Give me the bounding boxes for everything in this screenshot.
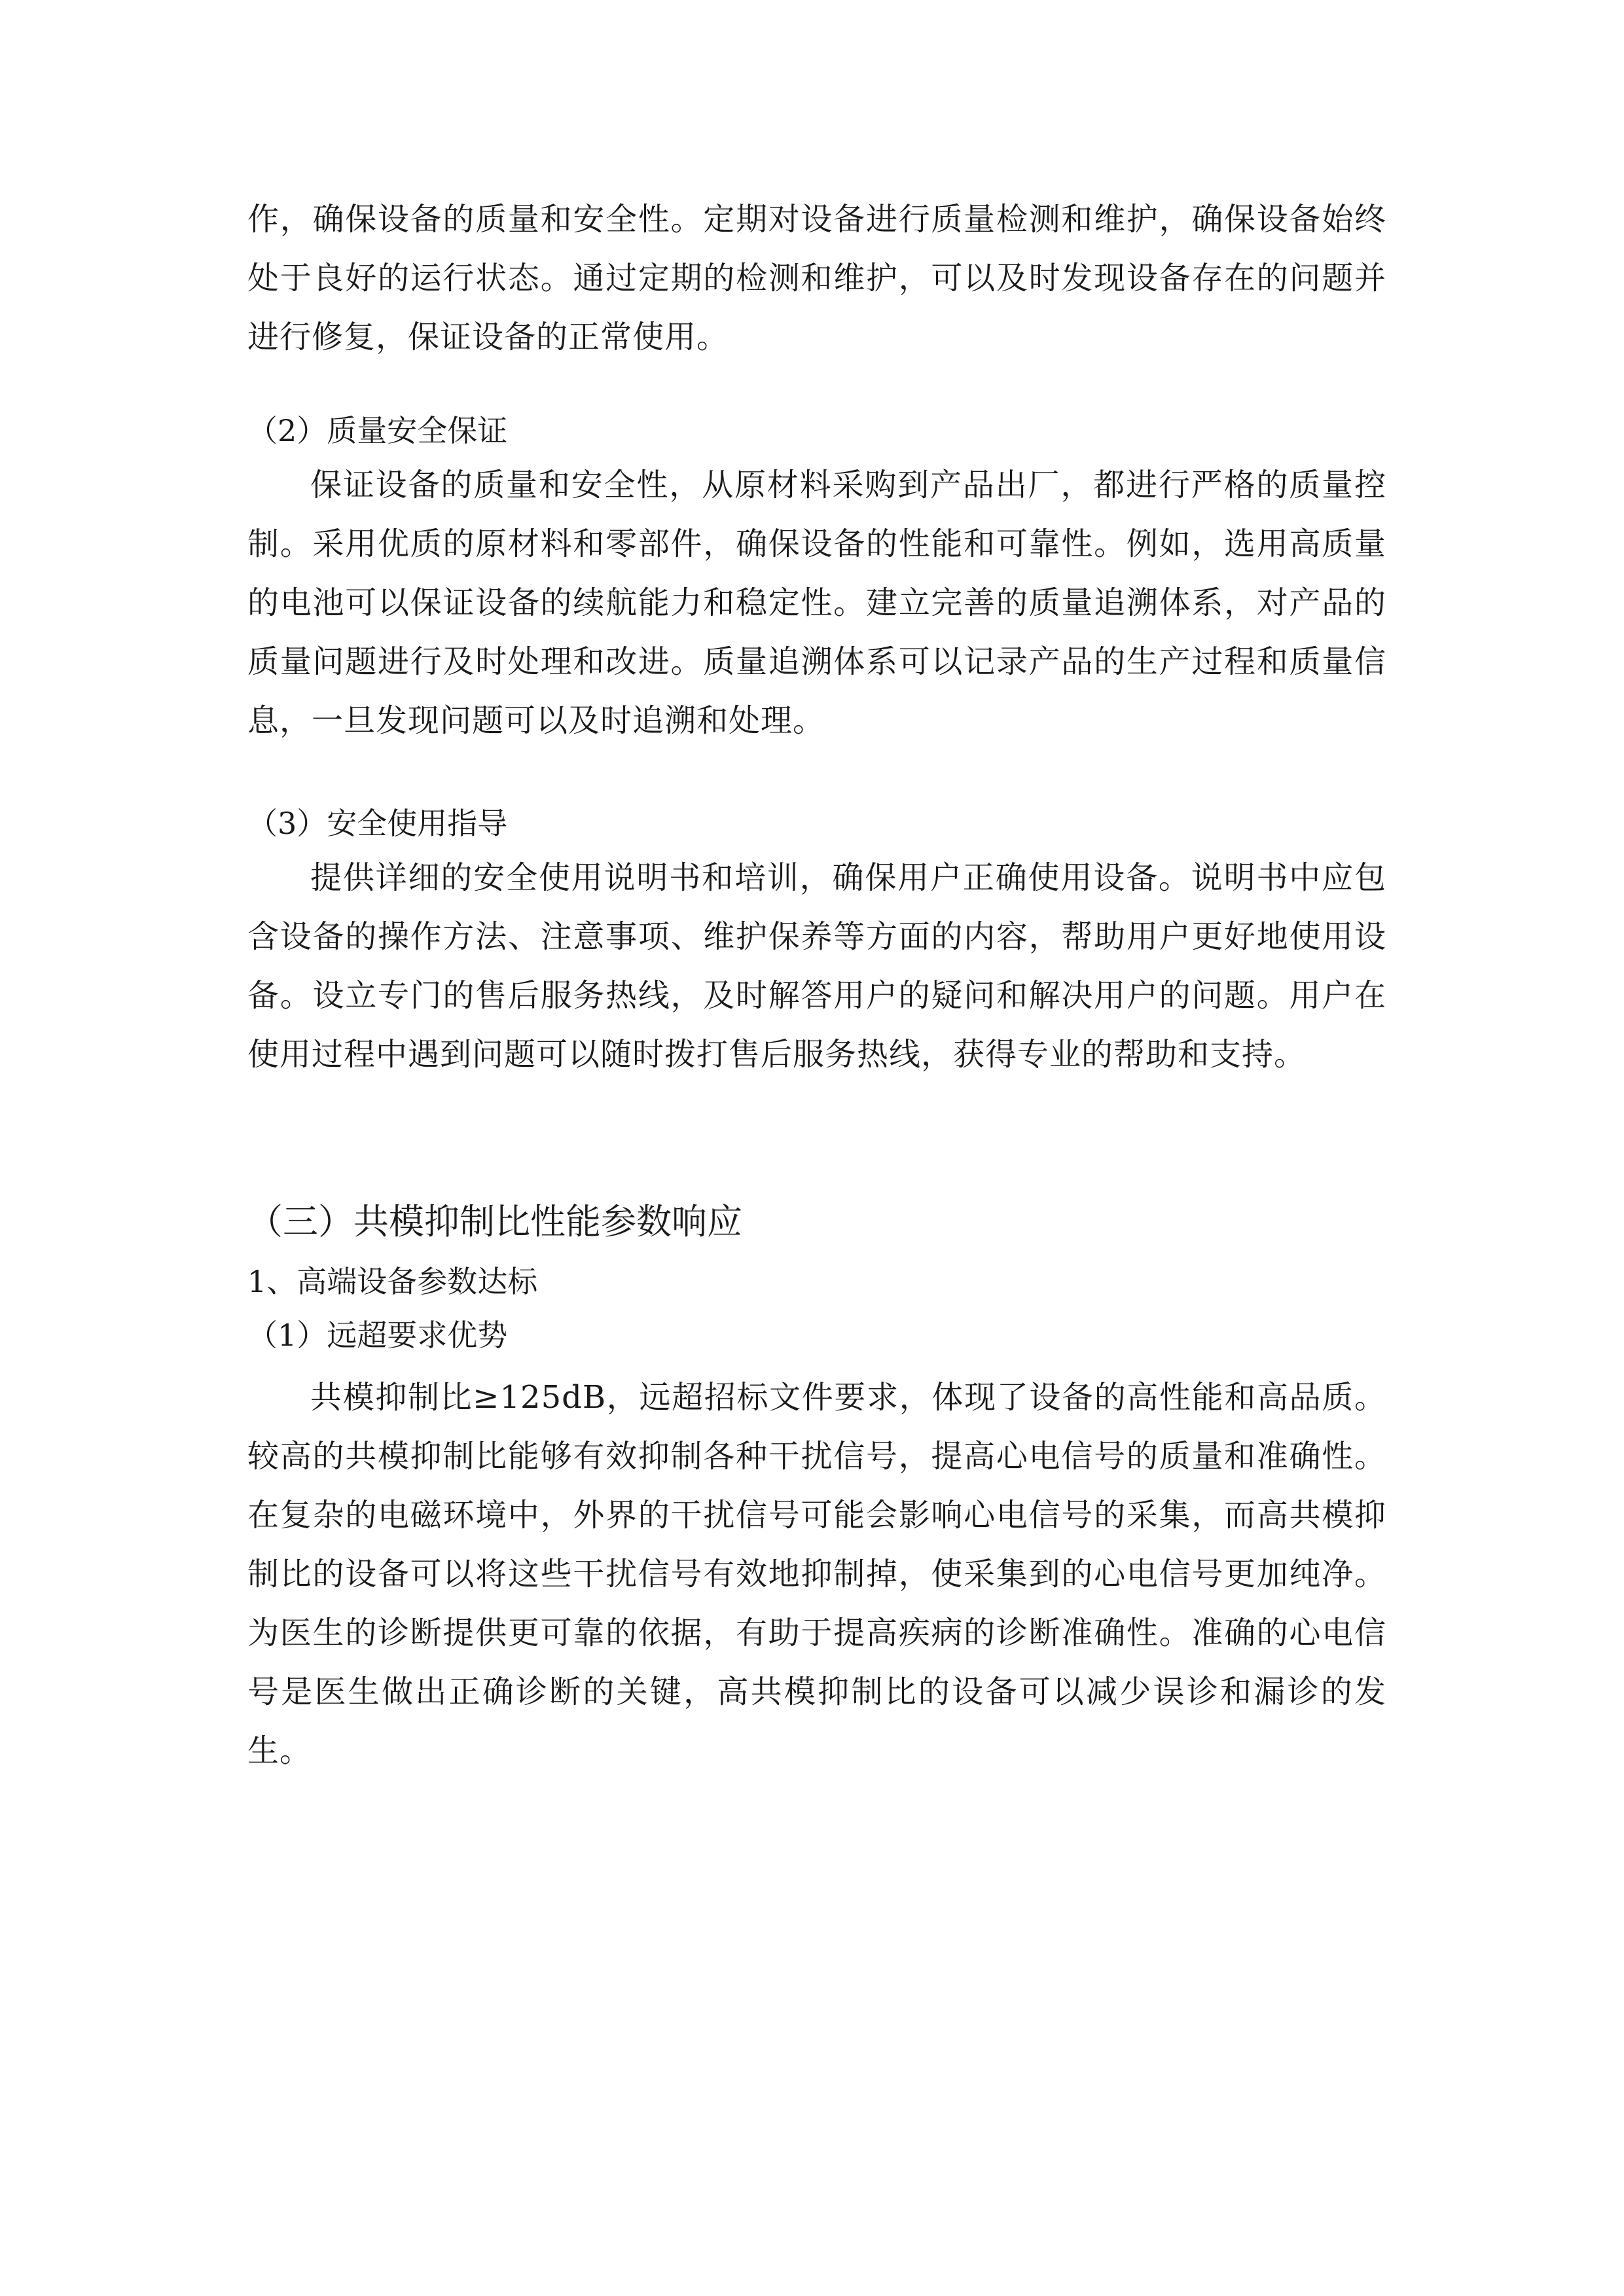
heading-quality-assurance: （2）质量安全保证	[247, 413, 508, 448]
paragraph-safe-use-guidance: 提供详细的安全使用说明书和培训，确保用户正确使用设备。说明书中应包含设备的操作方法、注意事项、维护保养等方面的内容，帮助用户更好地使用设备。设立专门的售后服务热线，及时解答用户的疑问和解决用户的问题。用户在使用过程中遇到问题可以随时拨打售后服务热线，获得专业的帮助和支持。	[247, 859, 1386, 1073]
heading-high-end-parameters: 1、高端设备参数达标	[247, 1264, 538, 1299]
heading-safe-use-guidance: （3）安全使用指导	[247, 806, 508, 841]
heading-exceeds-requirements: （1）远超要求优势	[247, 1318, 508, 1353]
paragraph-quality-assurance: 保证设备的质量和安全性，从原材料采购到产品出厂，都进行严格的质量控制。采用优质的原材料和零部件，确保设备的性能和可靠性。例如，选用高质量的电池可以保证设备的续航能力和稳定性。建立完善的质量追溯体系，对产品的质量问题进行及时处理和改进。质量追溯体系可以记录产品的生产过程和质量信息，一旦发现问题可以及时追溯和处理。	[247, 467, 1386, 739]
section-title-cmrr: （三）共模抑制比性能参数响应	[247, 1201, 742, 1242]
paragraph-exceeds-requirements: 共模抑制比≥125dB，远超招标文件要求，体现了设备的高性能和高品质。较高的共模抑制比能够有效抑制各种干扰信号，提高心电信号的质量和准确性。在复杂的电磁环境中，外界的干扰信号可能会影响心电信号的采集，而高共模抑制比的设备可以将这些干扰信号有效地抑制掉，使采集到的心电信号更加纯净。为医生的诊断提供更可靠的依据，有助于提高疾病的诊断准确性。准确的心电信号是医生做出正确诊断的关键，高共模抑制比的设备可以减少误诊和漏诊的发生。	[247, 1379, 1386, 1769]
paragraph-maintenance-continued: 作，确保设备的质量和安全性。定期对设备进行质量检测和维护，确保设备始终处于良好的运行状态。通过定期的检测和维护，可以及时发现设备存在的问题并进行修复，保证设备的正常使用。	[247, 201, 1386, 355]
